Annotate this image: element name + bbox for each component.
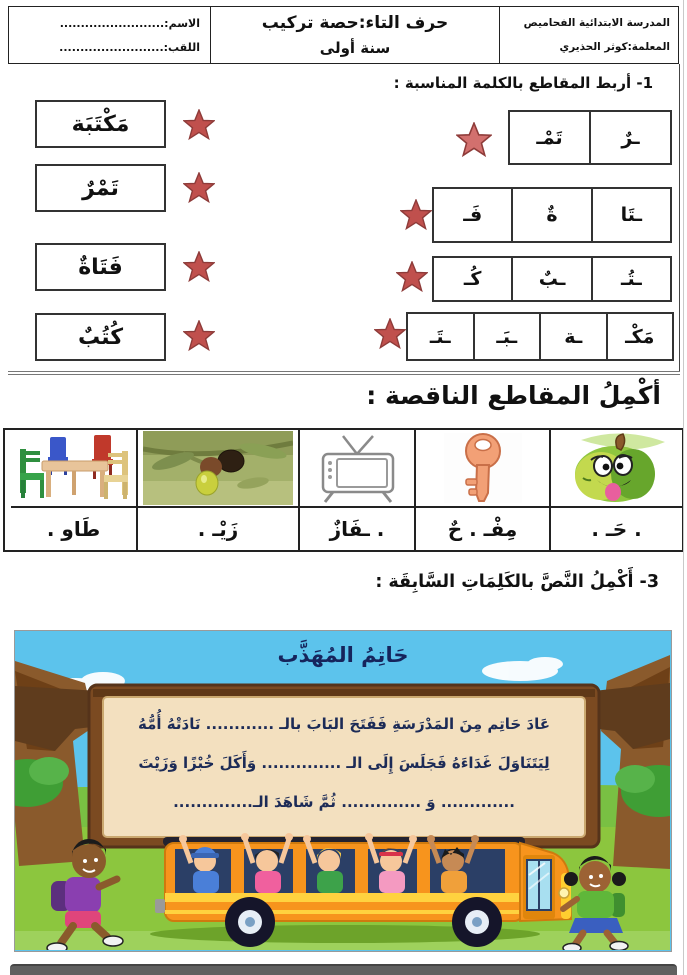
table-col-table-chairs <box>11 430 136 550</box>
story-text <box>103 705 585 822</box>
syllable-row-kutub <box>432 256 672 302</box>
syllable-cell[interactable]: ـتَا <box>591 189 670 241</box>
syllable-cell[interactable]: فَـ <box>463 204 483 226</box>
syllable-row-maktaba <box>406 312 674 361</box>
syllable-cell[interactable]: ـتُـ <box>591 258 670 300</box>
answer-table[interactable]: طَاو . <box>46 517 101 541</box>
teacher-name: المعلمة:كوثر الحذيري <box>559 41 670 53</box>
header-table <box>8 6 679 64</box>
tv-image <box>300 430 414 508</box>
story-illustration <box>14 630 672 952</box>
bus-wheel-front <box>452 897 502 947</box>
table-col-apple <box>549 430 682 550</box>
answer-key[interactable]: مِفْـ . حٌ <box>447 517 518 541</box>
olives-image <box>138 430 298 508</box>
surname-field[interactable]: اللقب:......................... <box>59 40 200 54</box>
star-icon[interactable] <box>456 122 492 158</box>
star-icon[interactable] <box>183 172 215 204</box>
grade-label: سنة أولى <box>319 39 391 57</box>
section-divider <box>8 371 680 375</box>
syllable-cell[interactable]: ـتَـ <box>429 325 451 348</box>
star-icon[interactable] <box>183 251 215 283</box>
table-chairs-image <box>11 430 136 508</box>
table-col-key <box>414 430 549 550</box>
school-name: المدرسة الابتدائية الفحاميص <box>523 17 670 29</box>
syllable-cell[interactable]: مَكْـ <box>606 314 673 359</box>
syllable-cell[interactable]: ةٌ <box>511 189 590 241</box>
syllable-cell[interactable]: ـة <box>539 314 606 359</box>
syllable-cell[interactable]: ـبَـ <box>473 314 540 359</box>
story-line: ............. وَ .............. ثُمَّ شَاهَدَ الـ.............. <box>173 793 515 811</box>
table <box>42 461 108 497</box>
section2-title: أكْمِلُ المقاطع الناقصة : <box>366 381 661 410</box>
lesson-title: حرف التاء:حصة تركيب <box>261 13 449 33</box>
bus-wheel-rear <box>225 897 275 947</box>
story-title: حَاتِمُ المُهَذَّب <box>277 643 409 667</box>
answer-olives[interactable]: زَيْـ . <box>197 517 239 541</box>
star-icon[interactable] <box>400 199 432 231</box>
syllable-cell[interactable]: تَمْـ <box>536 126 563 149</box>
word-box-maktaba[interactable]: مَكْتَبَة <box>35 100 166 148</box>
header-school-cell <box>500 7 678 63</box>
header-lesson-cell <box>211 7 500 63</box>
syllable-cell[interactable]: ـرٌ <box>589 112 670 163</box>
star-icon[interactable] <box>183 320 215 352</box>
table-col-olives <box>136 430 298 550</box>
key-image <box>416 430 549 508</box>
star-icon[interactable] <box>374 318 406 350</box>
star-icon[interactable] <box>396 261 428 293</box>
table-col-tv <box>298 430 414 550</box>
section3-title: 3- أَكْمِلُ النَّصَّ بالكَلِمَاتِ السَّابِقَة : <box>375 572 659 592</box>
story-line: لِيَتَنَاوَلَ غَدَاءَهُ فَجَلَسَ إِلَى الـ .............. وَأَكَلَ خُبْزًا وَزَيْتَ <box>138 754 550 772</box>
word-box-tamr[interactable]: تَمْرٌ <box>35 164 166 212</box>
name-field[interactable]: الاسم:......................... <box>59 16 200 30</box>
section1-title: 1- أربط المقاطع بالكلمة المناسبة : <box>393 74 653 92</box>
chair-green <box>20 449 44 498</box>
word-box-kutub[interactable]: كُتُبٌ <box>35 313 166 361</box>
apple-image <box>551 430 682 508</box>
star-icon[interactable] <box>183 109 215 141</box>
syllable-row-fataa <box>432 187 672 243</box>
answer-tv[interactable]: . ـفَازٌ <box>329 517 385 541</box>
syllable-cell[interactable]: ـبٌ <box>511 258 590 300</box>
answer-apple[interactable]: . حَـ . <box>591 517 642 541</box>
header-name-cell <box>9 7 211 63</box>
syllable-row-tamr <box>508 110 672 165</box>
story-line: عَادَ حَاتِم مِنَ المَدْرَسَةِ فَفَتَحَ البَابَ بالـ ............ نَادَتْهُ أُمُّهُ <box>138 715 550 733</box>
syllable-completion-table <box>3 428 684 552</box>
syllable-cell[interactable]: كُـ <box>463 268 482 290</box>
next-section-edge <box>10 964 677 975</box>
word-box-fataa[interactable]: فَتَاةٌ <box>35 243 166 291</box>
